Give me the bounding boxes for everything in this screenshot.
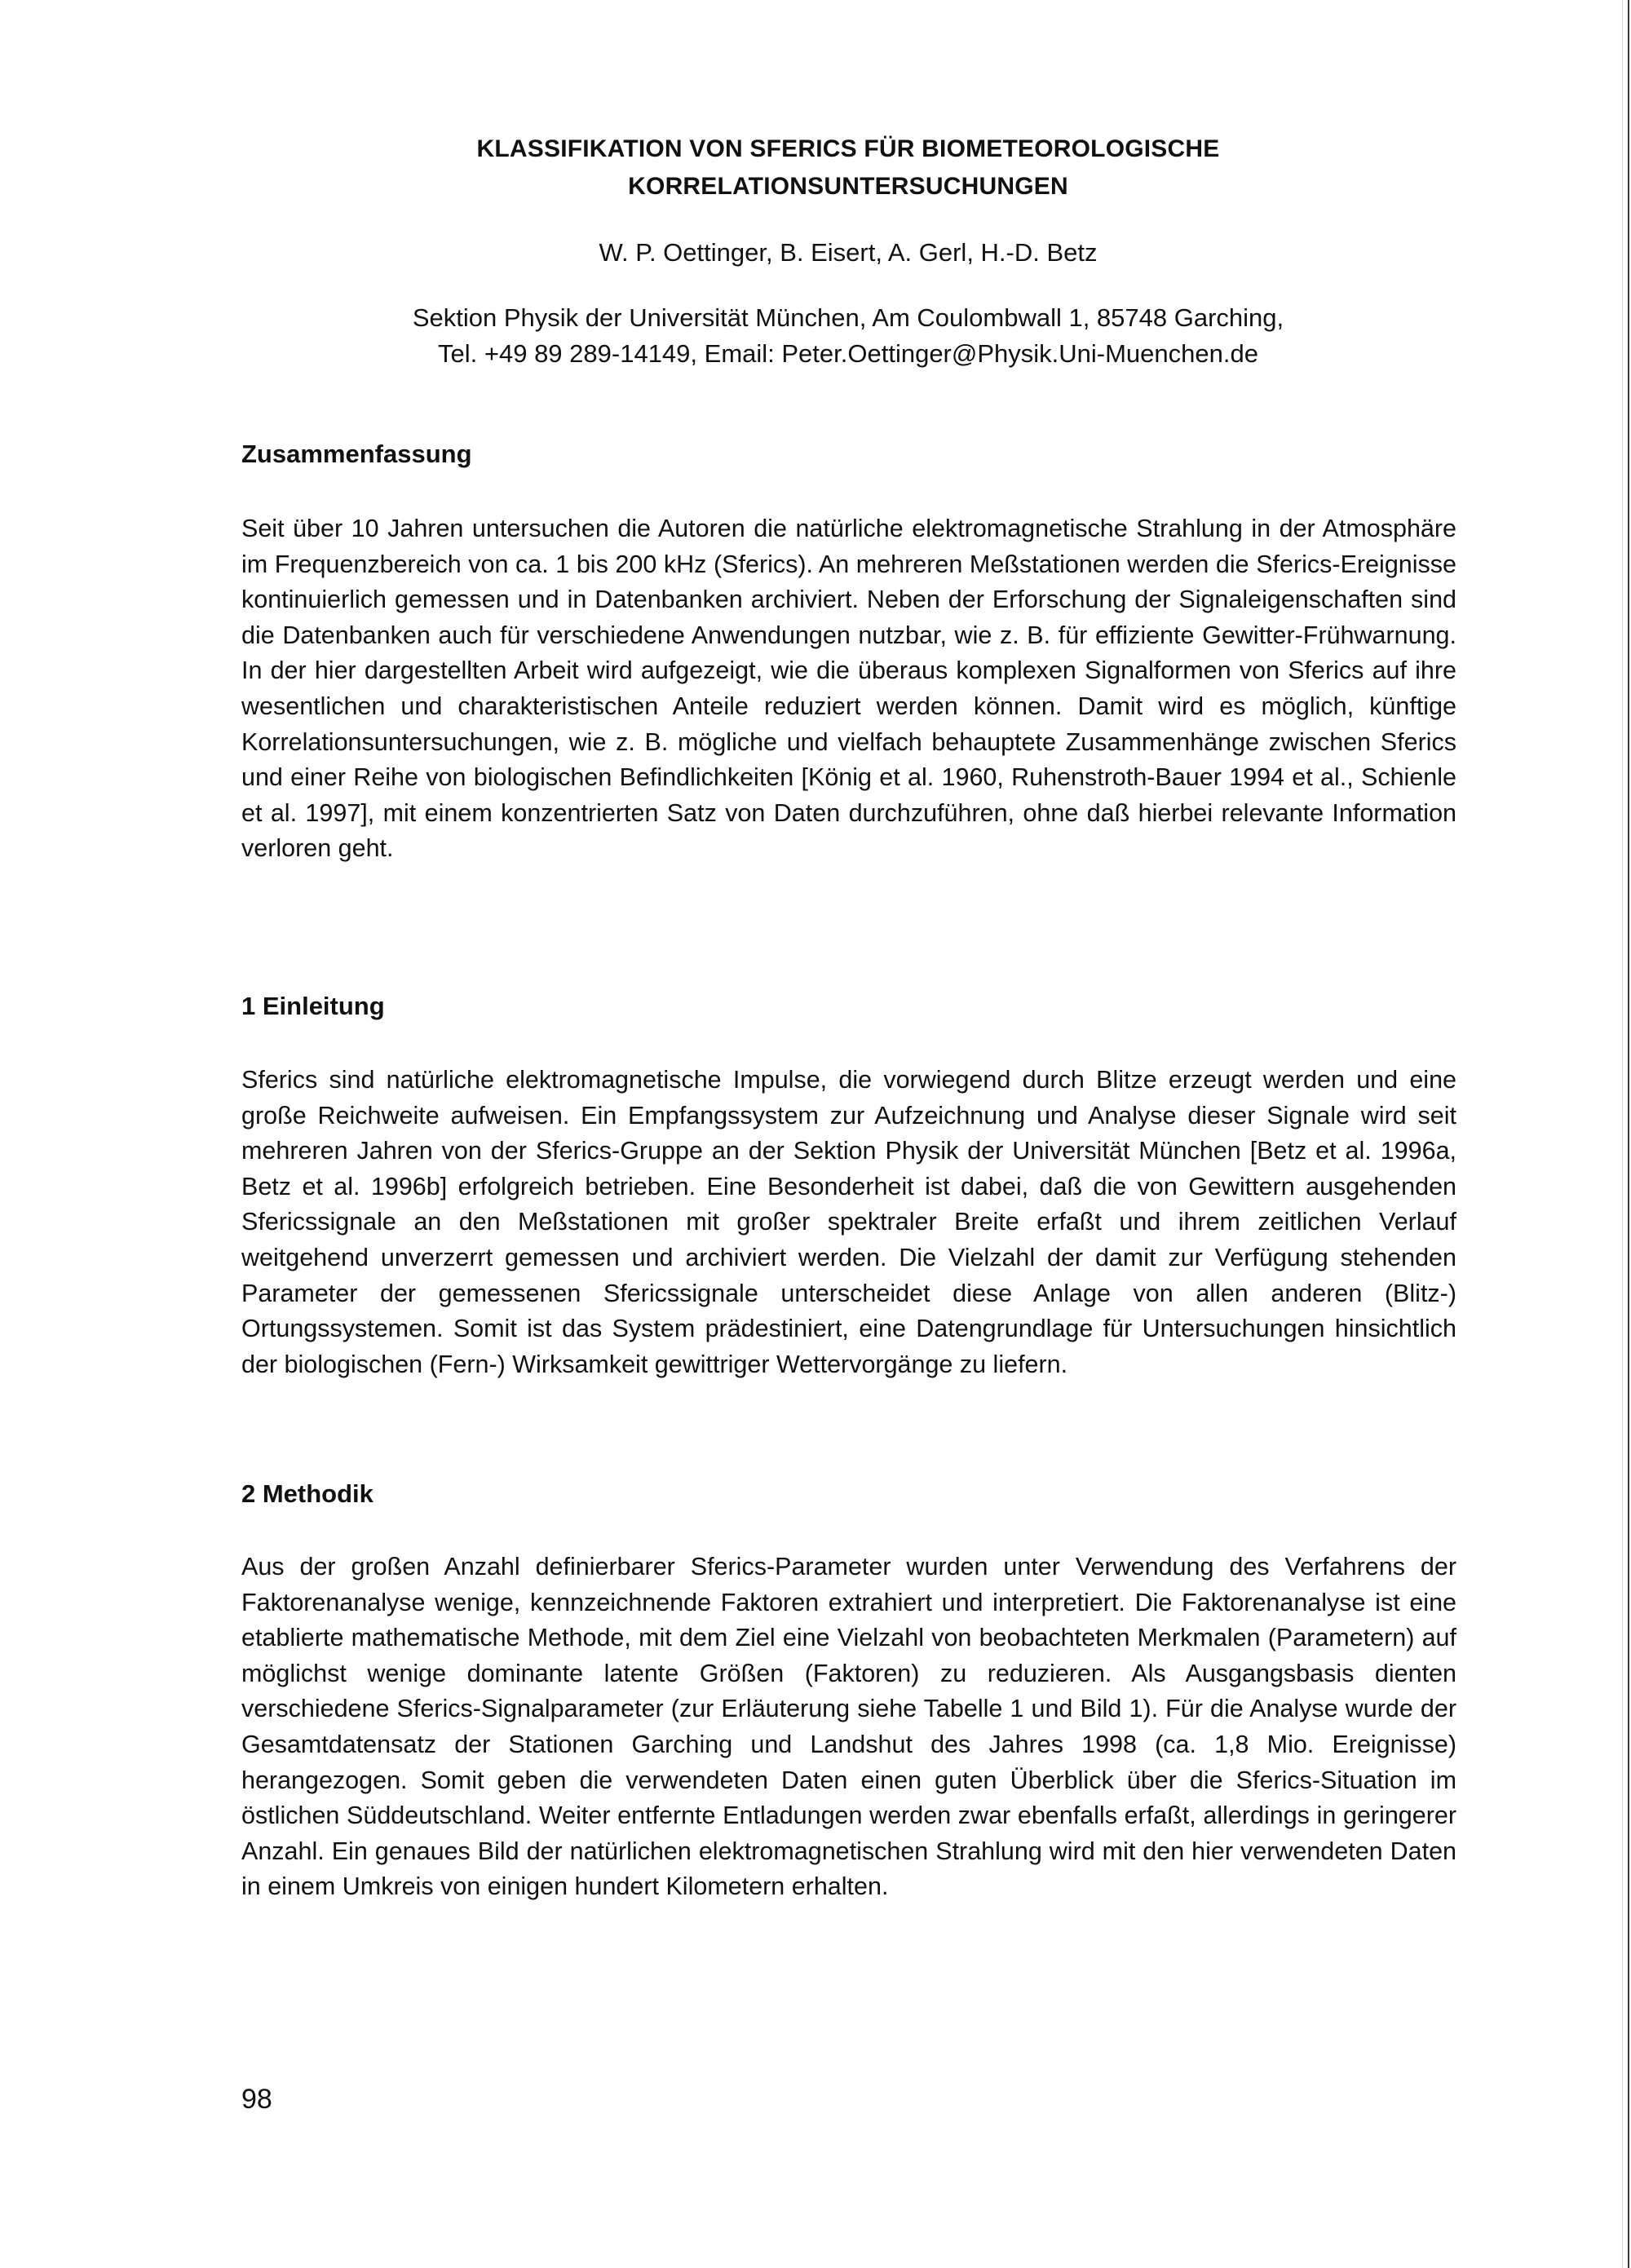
- section-heading-methods: 2 Methodik: [241, 1479, 373, 1508]
- title-line-2: KORRELATIONSUNTERSUCHUNGEN: [628, 173, 1068, 200]
- page-edge-line: [1628, 0, 1629, 2268]
- section-heading-introduction: 1 Einleitung: [241, 992, 385, 1020]
- affiliation-contact: Tel. +49 89 289-14149, Email: Peter.Oettinger@Physik.Uni-Muenchen.de: [438, 339, 1258, 368]
- page-edge-shadow: [1622, 0, 1623, 2268]
- methods-paragraph: Aus der großen Anzahl definierbarer Sferics-Parameter wurden unter Verwendung des Verfahrens der Faktorenanalyse wenige, kennzeichnende Faktoren extrahiert und interpretiert. Die Faktorenanalyse ist eine etablierte mathematische Methode, mit dem Ziel eine Vielzahl von beobachteten Merkmalen (Parametern) auf möglichst wenige dominante latente Größen (Faktoren) zu reduzieren. Als Ausgangsbasis dienten verschiedene Sferics-Signalparameter (zur Erläuterung siehe Tabelle 1 und Bild 1). Für die Analyse wurde der Gesamtdatensatz der Stationen Garching und Landshut des Jahres 1998 (ca. 1,8 Mio. Ereignisse) herangezogen. Somit geben die verwendeten Daten einen guten Überblick über die Sferics-Situation im östlichen Süddeutschland. Weiter entfernte Entladungen werden zwar ebenfalls erfaßt, allerdings in geringerer Anzahl. Ein genaues Bild der natürlichen elektromagnetischen Strahlung wird mit den hier verwendeten Daten in einem Umkreis von einigen hundert Kilometern erhalten.: [241, 1553, 1456, 1901]
- page-number: 98: [241, 2084, 272, 2115]
- introduction-paragraph: Sferics sind natürliche elektromagnetische Impulse, die vorwiegend durch Blitze erzeugt werden und eine große Reichweite aufweisen. Ein Empfangssystem zur Aufzeichnung und Analyse dieser Signale wird seit mehreren Jahren von der Sferics-Gruppe an der Sektion Physik der Universität München [Betz et al. 1996a, Betz et al. 1996b] erfolgreich betrieben. Eine Besonderheit ist dabei, daß die von Gewittern ausgehenden Sfericssignale an den Meßstationen mit großer spektraler Breite erfaßt und ihrem zeitlichen Verlauf weitgehend unverzerrt gemessen und archiviert werden. Die Vielzahl der damit zur Verfügung stehenden Parameter der gemessenen Sfericssignale unterscheidet diese Anlage von allen anderen (Blitz-) Ortungssystemen. Somit ist das System prädestiniert, eine Datengrundlage für Untersuchungen hinsichtlich der biologischen (Fern-) Wirksamkeit gewittriger Wettervorgänge zu liefern.: [241, 1066, 1456, 1378]
- affiliation-address: Sektion Physik der Universität München, Am Coulombwall 1, 85748 Garching,: [412, 303, 1284, 332]
- author-list: W. P. Oettinger, B. Eisert, A. Gerl, H.-D. Betz: [599, 238, 1098, 267]
- abstract-paragraph: Seit über 10 Jahren untersuchen die Autoren die natürliche elektromagnetische Strahlung in der Atmosphäre im Frequenzbereich von ca. 1 bis 200 kHz (Sferics). An mehreren Meßstationen werden die Sferics-Ereignisse kontinuierlich gemessen und in Datenbanken archiviert. Neben der Erforschung der Signaleigenschaften sind die Datenbanken auch für verschiedene Anwendungen nutzbar, wie z. B. für effiziente Gewitter-Frühwarnung. In der hier dargestellten Arbeit wird aufgezeigt, wie die überaus komplexen Signalformen von Sferics auf ihre wesentlichen und charakteristischen Anteile reduziert werden können. Damit wird es möglich, künftige Korrelationsuntersuchungen, wie z. B. mögliche und vielfach behauptete Zusammenhänge zwischen Sferics und einer Reihe von biologischen Befindlichkeiten [König et al. 1960, Ruhenstroth-Bauer 1994 et al., Schienle et al. 1997], mit einem konzentrierten Satz von Daten durchzuführen, ohne daß hierbei relevante Information verloren geht.: [241, 515, 1456, 863]
- title-line-1: KLASSIFIKATION VON SFERICS FÜR BIOMETEOROLOGISCHE: [476, 135, 1220, 162]
- section-heading-abstract: Zusammenfassung: [241, 440, 472, 468]
- paper-title: [245, 130, 1452, 206]
- affiliation: [245, 300, 1452, 372]
